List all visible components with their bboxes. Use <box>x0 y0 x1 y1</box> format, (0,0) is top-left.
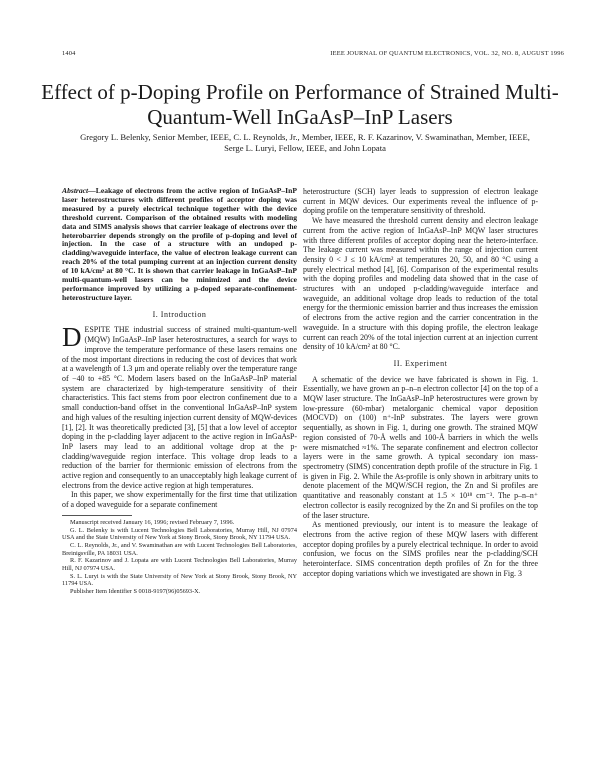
experiment-paragraph-2: As mentioned previously, our intent is to measure the leakage of electrons from the active region of these MQW lasers with different acceptor doping profiles by a purely electrical technique. In order to avoid confusion, we focus on the SIMS profiles near the p-cladding/SCH heterointerface. SIMS concentration depth profiles of Zn for the three acceptor doping variations which we investigated are shown in Fig. 3 <box>303 520 538 578</box>
running-header <box>62 50 564 62</box>
author-list: Gregory L. Belenky, Senior Member, IEEE, C. L. Reynolds, Jr., Member, IEEE, R. F. Kazarinov, V. Swaminathan, Member, IEEE, Serge L. Luryi, Fellow, IEEE, and John Lopata <box>80 132 530 153</box>
abstract-text: Leakage of electrons from the active region of InGaAsP–InP laser heterostructures with different profiles of acceptor doping was measured by a purely electrical technique together with the device threshold current. Comparison of the obtained results with modeling data and SIMS analysis shows that carrier leakage of electrons over the heterobarrier depends strongly on the profile of p-doping and level of injection. In the case of a structure with an undoped p-cladding/waveguide interface, the value of electron leakage current can reach 20% of the total pumping current at an injection current density of 10 kA/cm² at 80 °C. It is shown that carrier leakage in InGaAsP–InP multi-quantum-well lasers can be minimized and the device performance improved by utilizing a p-doped separate-confinement-heterostructure layer. <box>62 186 297 302</box>
intro-paragraph-1-text: THE industrial success of strained multi-quantum-well (MQW) InGaAsP–InP laser heterostructures, a search for ways to improve the temperature performance of these lasers remains one of the most important directions in reducing the cost of devices that work at a wavelength of 1.3 μm and operate reliably over the temperature range of −40 to +85 °C. Modern lasers based on the InGaAsP–InP material system are characterized by high-temperature sensitivity of their characteristics. This fact stems from poor electron confinement due to a small conduction-band offset in the conventional InGaAsP–InP system and high values of the resulting injection current density of MQW-devices [1], [2]. It was theoretically predicted [3], [5] that a low level of acceptor doping in the p-cladding layer adjacent to the active region in InGaAsP-InP lasers may lead to an additional voltage drop at the p-cladding/waveguide region interface. This voltage drop leads to a reduction of the barrier for thermionic emission of electrons from the active region and consequently to an unacceptably high leakage current of electrons from the device active region at high temperatures. <box>62 325 297 490</box>
intro-paragraph-2: In this paper, we show experimentally for the first time that utilization of a doped waveguide for a separate confinement <box>62 490 297 510</box>
intro-paragraph-4: We have measured the threshold current density and electron leakage current from the active region of InGaAsP–InP MQW laser structures with three different profiles of acceptor doping near the hetero-interface. The leakage current was measured within the range of injection current density 0 < J ≤ 10 kA/cm² at temperatures 20, 50, and 80 °C using a purely electrical method [4], [6]. Comparison of the experimental results with the doping profiles and modeling data showed that in the case of structures with an undoped p-cladding/waveguide interface and waveguide, an additional voltage drop leads to reduction of the total energy for the thermionic emission barrier and thus increases the emission of electrons from the active region and the carrier concentration in the waveguide. In a structure with this doping profile, the electron leakage current can reach 20% of the total injection current at an injection current density of 10 kA/cm² at 80 °C. <box>303 216 538 352</box>
abstract-label: Abstract— <box>62 186 96 195</box>
left-column <box>62 187 297 596</box>
intro-paragraph-3: heterostructure (SCH) layer leads to suppression of electron leakage current in MQW devices. Our experiments reveal the influence of p-doping profile on the temperature sensitivity of threshold. <box>303 187 538 216</box>
page-number: 1404 <box>62 50 76 57</box>
footnote-luryi: S. L. Luryi is with the State University of New York at Stony Brook, Stony Brook, NY 11794 USA. <box>62 572 297 588</box>
footnote-belenky: G. L. Belenky is with Lucent Technologies Bell Laboratories, Murray Hill, NJ 07974 USA and the State University of New York at Stony Brook, Stony Brook, NY 11794 USA. <box>62 526 297 542</box>
drop-cap: D <box>62 322 82 353</box>
footnote-publisher-id: Publisher Item Identifier S 0018-9197(96)05693-X. <box>70 588 201 596</box>
footnote-reynolds: C. L. Reynolds, Jr., and V. Swaminathan are with Lucent Technologies Bell Laboratories, Breinigsville, PA 18031 USA. <box>62 541 297 557</box>
experiment-paragraph-1: A schematic of the device we have fabricated is shown in Fig. 1. Essentially, we have grown an p–n–n electron collector [4] on the top of a MQW laser structure. The InGaAsP–InP heterostructures were grown by low-pressure (60-mbar) metalorganic chemical vapor deposition (MOCVD) on (100) n⁺-InP substrates. The layers were grown sequentially, as shown in Fig. 1, during one growth. The strained MQW region consisted of 70-Å wells and 100-Å barriers in which the wells were mismatched ≈1%. The separate confinement and electron collector layers were in the same growth. A typical secondary ion mass-spectrometry (SIMS) concentration depth profile of the structure in Fig. 1 is given in Fig. 2. While the As-profile is only shown in arbitrary units to denote placement of the MQW/SCH region, the Zn and Si profiles are quantitative and reasonably constant at 1.5 × 10¹⁸ cm⁻³. The p–n–n⁺ electron collector is easily recognized by the Zn and Si profiles on the top of the laser structure. <box>303 374 538 520</box>
footnote-kazarinov: R. F. Kazarinov and J. Lopata are with Lucent Technologies Bell Laboratories, Murray Hill, NJ 07974 USA. <box>62 557 297 573</box>
section-heading-experiment: II. Experiment <box>393 358 448 368</box>
footnote-rule <box>62 515 132 516</box>
paper-title: Effect of p-Doping Profile on Performance of Strained Multi-Quantum-Well InGaAsP–InP Lasers <box>41 80 559 129</box>
right-column <box>303 187 538 578</box>
journal-header: IEEE JOURNAL OF QUANTUM ELECTRONICS, VOL. 32, NO. 8, AUGUST 1996 <box>330 50 564 57</box>
section-heading-introduction: I. Introduction <box>152 309 207 319</box>
footnote-received: Manuscript received January 16, 1996; revised February 7, 1996. <box>70 518 235 526</box>
intro-first-word: ESPITE <box>84 325 111 335</box>
intro-paragraph-1 <box>62 322 297 490</box>
abstract <box>62 187 297 303</box>
